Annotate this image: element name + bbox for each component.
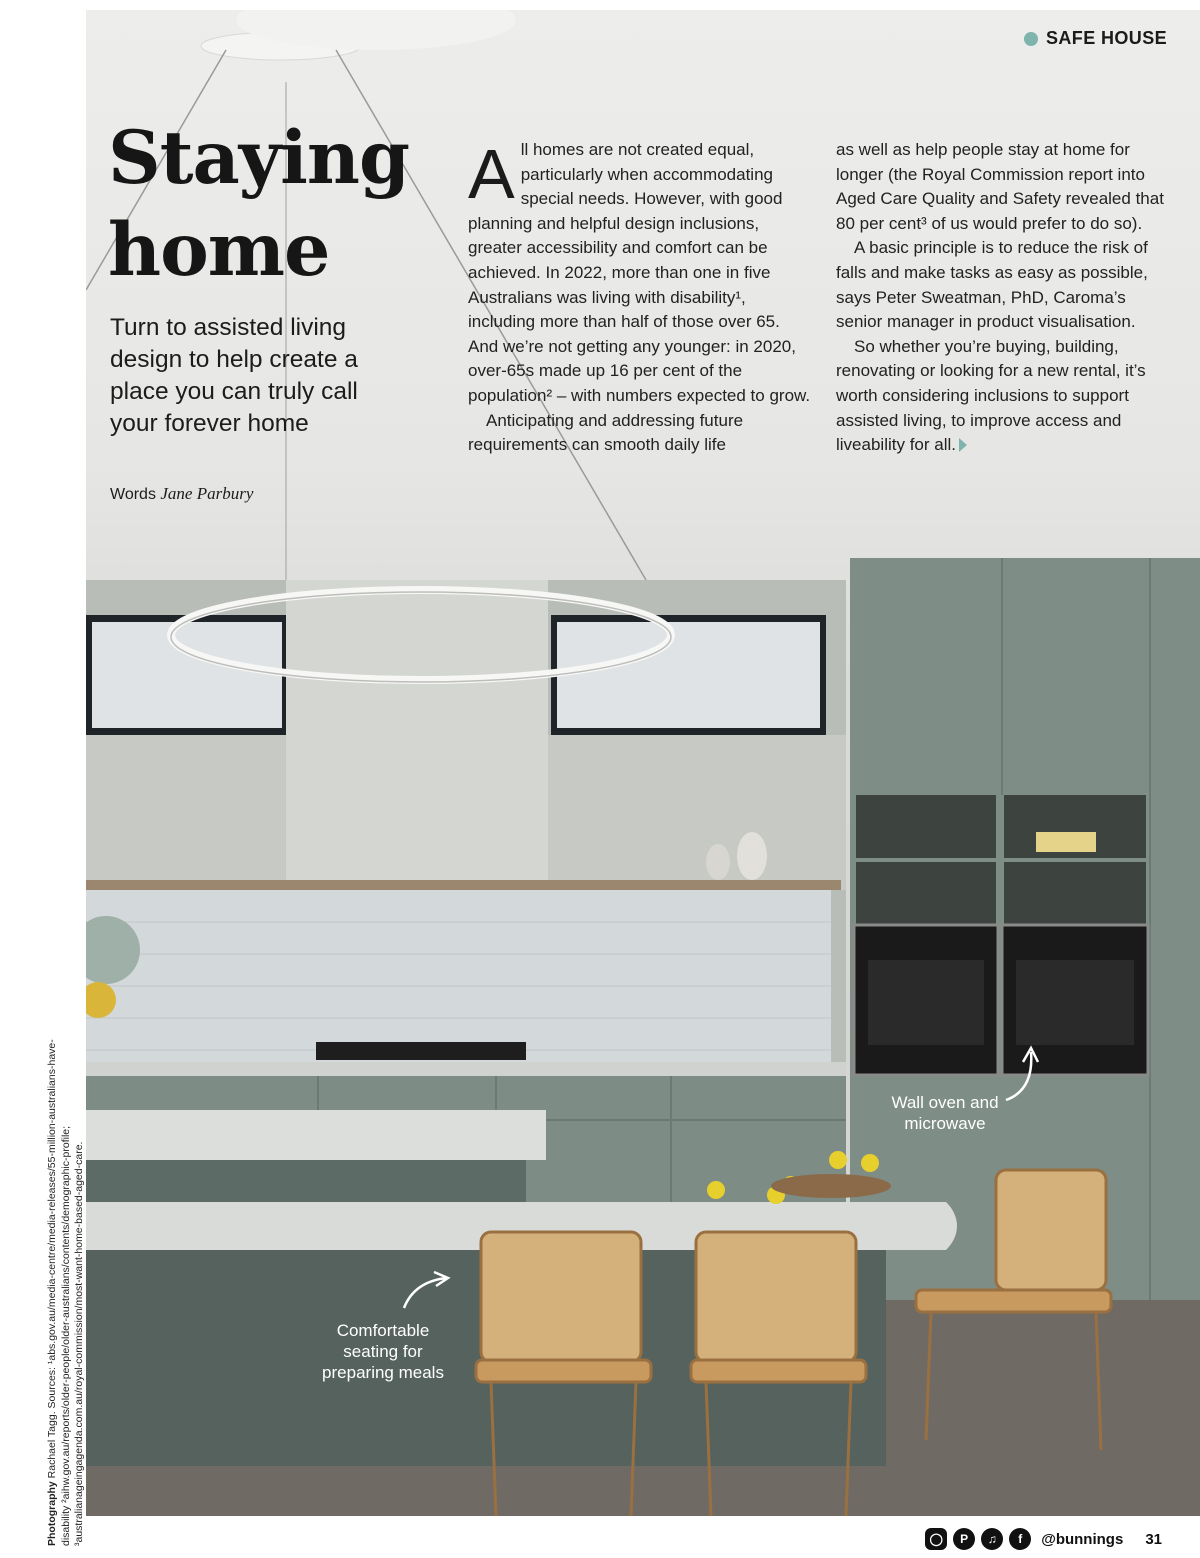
body-column-1 (468, 135, 813, 458)
body-paragraph-3: A basic principle is to reduce the risk of falls and make tasks as easy as possible, says Peter Sweatman, PhD, Caroma’s senior manager in product visualisation. (836, 238, 1148, 332)
photo-credit (46, 1016, 87, 1546)
page-footer (925, 1528, 1162, 1550)
body-paragraph-1: ll homes are not created equal, particularly when accommodating special needs. However, with good planning and helpful design inclusions, greater accessibility and comfort can be achieved. In 2022, more than one in five Australians was living with disability¹, including more than half of those over 65. And we’re not getting any younger: in 2020, over-65s made up 16 per cent of the population² – with numbers expected to grow. (468, 140, 811, 405)
headline (108, 112, 448, 296)
body-paragraph-4 (836, 335, 1176, 458)
end-mark-icon (959, 438, 967, 452)
pinterest-icon[interactable]: P (953, 1528, 975, 1550)
callout-seating: Comfortable seating for preparing meals (322, 1321, 444, 1382)
tiktok-icon[interactable]: ♫ (981, 1528, 1003, 1550)
page-number: 31 (1145, 1530, 1162, 1548)
headline-line-2: home (108, 207, 330, 293)
instagram-icon[interactable]: ◯ (925, 1528, 947, 1550)
credit-label: Photography (46, 1481, 58, 1546)
section-tag (1024, 28, 1167, 49)
body-paragraph-4-text: So whether you’re buying, building, renovating or looking for a new rental, it’s worth considering inclusions to support assisted living, to improve access and liveability for all. (836, 336, 1146, 455)
body-column-2 (836, 138, 1176, 458)
body-paragraph-2-continued: as well as help people stay at home for longer (the Royal Commission report into Aged Care Quality and Safety revealed that 80 per cent³ of us would prefer to do so). (836, 140, 1164, 233)
headline-line-1: Staying (108, 115, 410, 201)
byline-prefix: Words (110, 486, 156, 503)
body-paragraph-2: Anticipating and addressing future requirements can smooth daily life (468, 410, 744, 455)
credit-text: Rachael Tagg. Sources: ¹abs.gov.au/media-centre/media-releases/55-million-australians-have-disability ²aihw.gov.au/reports/older-people/older-australians/contents/demographic-profile; ³australianageingagenda.com.au/royal-commission/most-want-home-based-aged-care. (46, 1039, 85, 1546)
byline (110, 484, 253, 504)
section-label: SAFE HOUSE (1046, 28, 1168, 48)
callout-oven: Wall oven and microwave (891, 1093, 999, 1133)
drop-cap: A (468, 135, 515, 213)
section-dot-icon (1024, 32, 1038, 46)
facebook-icon[interactable]: f (1009, 1528, 1031, 1550)
standfirst: Turn to assisted living design to help create a place you can truly call your forever home (110, 314, 358, 437)
social-handle[interactable]: @bunnings (1041, 1530, 1124, 1548)
byline-author: Jane Parbury (160, 484, 254, 503)
